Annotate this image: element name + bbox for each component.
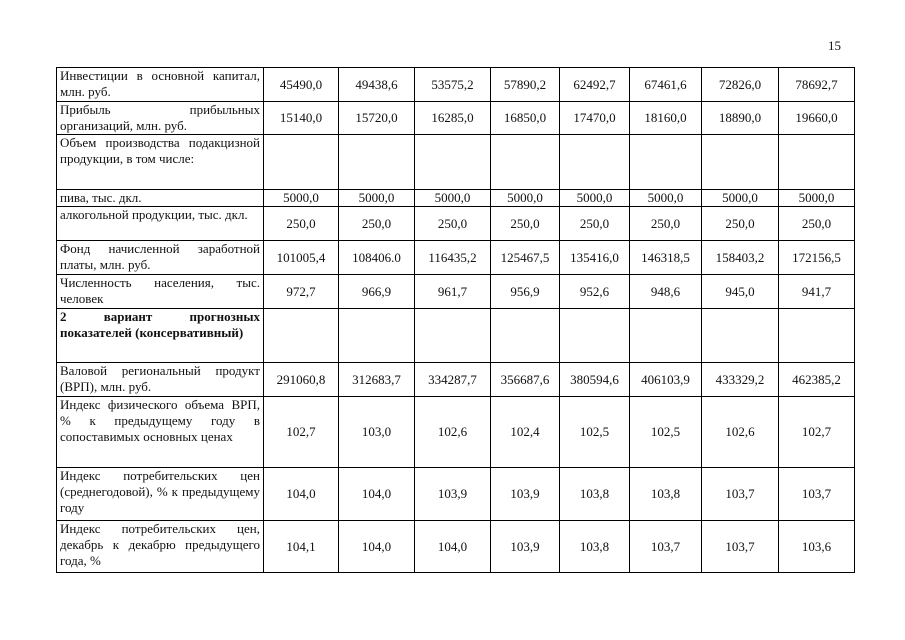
row-value: 380594,6 [560,363,630,397]
row-value: 103,9 [415,468,491,521]
row-value: 462385,2 [779,363,855,397]
row-value: 103,6 [779,521,855,573]
row-value: 104,0 [415,521,491,573]
row-value: 948,6 [630,275,702,309]
row-value [779,309,855,363]
table-row [57,241,855,275]
row-value: 356687,6 [491,363,560,397]
row-value: 103,7 [630,521,702,573]
row-value: 103,8 [630,468,702,521]
row-value [491,309,560,363]
row-value: 406103,9 [630,363,702,397]
row-label: Объем производства подакцизной продукции, в том числе: [57,135,264,190]
row-value: 104,1 [264,521,339,573]
table-row [57,207,855,241]
row-value: 941,7 [779,275,855,309]
row-value: 103,8 [560,468,630,521]
table-body [57,68,855,573]
row-value: 16850,0 [491,102,560,135]
row-value: 5000,0 [491,190,560,207]
row-value: 104,0 [339,521,415,573]
row-value: 103,0 [339,397,415,468]
row-value: 102,4 [491,397,560,468]
row-value: 18890,0 [702,102,779,135]
row-value: 961,7 [415,275,491,309]
row-value: 17470,0 [560,102,630,135]
row-value: 103,9 [491,521,560,573]
row-value: 102,6 [415,397,491,468]
table-row [57,468,855,521]
row-label: Фонд начисленной заработной платы, млн. руб. [57,241,264,275]
row-value: 972,7 [264,275,339,309]
table-row [57,275,855,309]
forecast-table [56,67,855,573]
table-row [57,397,855,468]
row-value: 53575,2 [415,68,491,102]
row-value [630,309,702,363]
row-value: 101005,4 [264,241,339,275]
row-value: 5000,0 [560,190,630,207]
row-value: 45490,0 [264,68,339,102]
page-number: 15 [828,38,841,53]
row-value: 5000,0 [702,190,779,207]
row-label: Инвестиции в основной капитал, млн. руб. [57,68,264,102]
row-value: 103,7 [702,468,779,521]
row-value [560,309,630,363]
row-label: Валовой региональный продукт (ВРП), млн. руб. [57,363,264,397]
row-value: 945,0 [702,275,779,309]
row-value [264,309,339,363]
row-value: 116435,2 [415,241,491,275]
row-value: 433329,2 [702,363,779,397]
row-value: 57890,2 [491,68,560,102]
row-value: 15140,0 [264,102,339,135]
row-value: 108406.0 [339,241,415,275]
row-value: 102,5 [560,397,630,468]
row-value: 102,5 [630,397,702,468]
row-value: 18160,0 [630,102,702,135]
row-value [339,309,415,363]
row-label: пива, тыс. дкл. [57,190,264,207]
row-value: 966,9 [339,275,415,309]
row-label: Прибыль прибыльных организаций, млн. руб. [57,102,264,135]
row-value [702,135,779,190]
row-label: 2 вариант прогнозных показателей (консервативный) [57,309,264,363]
row-value: 62492,7 [560,68,630,102]
row-value: 250,0 [630,207,702,241]
row-value [415,309,491,363]
row-value: 103,8 [560,521,630,573]
table-row [57,309,855,363]
row-value: 125467,5 [491,241,560,275]
row-value: 103,7 [779,468,855,521]
row-label: Индекс потребительских цен, декабрь к декабрю предыдущего года, % [57,521,264,573]
row-value: 135416,0 [560,241,630,275]
row-value: 291060,8 [264,363,339,397]
row-value: 104,0 [264,468,339,521]
row-value: 49438,6 [339,68,415,102]
row-label: Численность населения, тыс. человек [57,275,264,309]
row-value: 15720,0 [339,102,415,135]
row-value: 146318,5 [630,241,702,275]
row-value [415,135,491,190]
row-value: 250,0 [702,207,779,241]
row-value: 5000,0 [415,190,491,207]
row-value: 334287,7 [415,363,491,397]
row-value [339,135,415,190]
row-value: 250,0 [779,207,855,241]
row-value: 16285,0 [415,102,491,135]
row-label: Индекс физического объема ВРП, % к предыдущему году в сопоставимых основных ценах [57,397,264,468]
table-row [57,68,855,102]
row-value: 78692,7 [779,68,855,102]
row-value: 102,6 [702,397,779,468]
row-value: 102,7 [264,397,339,468]
row-value: 5000,0 [264,190,339,207]
row-value [560,135,630,190]
row-value [779,135,855,190]
row-value: 158403,2 [702,241,779,275]
row-value [702,309,779,363]
row-value: 250,0 [339,207,415,241]
row-value: 952,6 [560,275,630,309]
table-row [57,363,855,397]
row-value: 19660,0 [779,102,855,135]
row-value: 5000,0 [630,190,702,207]
row-label: Индекс потребительских цен (среднегодовой), % к предыдущему году [57,468,264,521]
table-row [57,135,855,190]
row-value: 104,0 [339,468,415,521]
row-value: 102,7 [779,397,855,468]
table-row [57,102,855,135]
row-value: 250,0 [415,207,491,241]
row-value: 172156,5 [779,241,855,275]
row-value: 67461,6 [630,68,702,102]
row-value: 956,9 [491,275,560,309]
row-value [264,135,339,190]
row-value: 250,0 [491,207,560,241]
row-value: 103,9 [491,468,560,521]
row-value: 5000,0 [779,190,855,207]
row-label: алкогольной продукции, тыс. дкл. [57,207,264,241]
row-value: 5000,0 [339,190,415,207]
table-row [57,521,855,573]
row-value: 312683,7 [339,363,415,397]
row-value [491,135,560,190]
table-row [57,190,855,207]
row-value: 103,7 [702,521,779,573]
row-value [630,135,702,190]
row-value: 250,0 [264,207,339,241]
row-value: 72826,0 [702,68,779,102]
row-value: 250,0 [560,207,630,241]
